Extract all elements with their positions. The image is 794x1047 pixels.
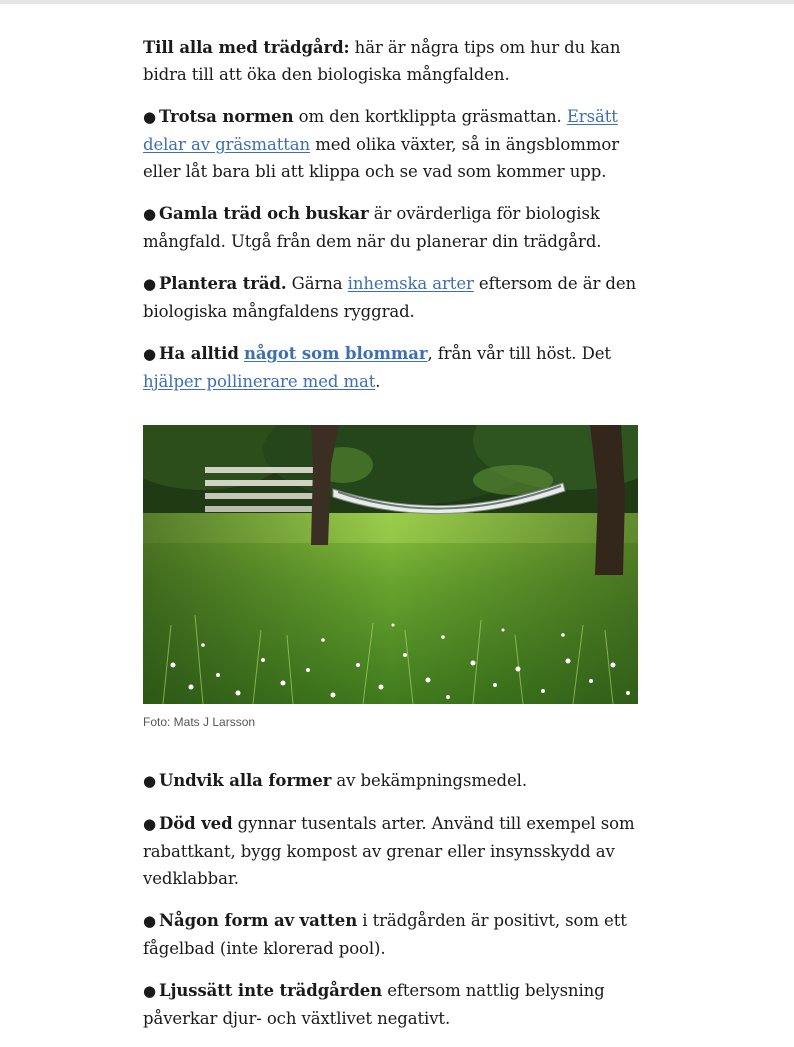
- tip-text: är ovärderliga för biologisk mångfald. Utgå från dem när du planerar din trädgård.: [143, 204, 602, 251]
- tip-text: gynnar tusentals arter. Använd till exempel som rabattkant, bygg kompost av grenar eller insynsskydd av vedklabbar.: [143, 814, 635, 888]
- bullet-icon: ●: [143, 912, 156, 930]
- link-inhemska-arter[interactable]: inhemska arter: [347, 274, 474, 293]
- tip-text: av bekämpningsmedel.: [331, 771, 528, 790]
- tip-dod-ved: [143, 810, 643, 892]
- tip-heading: Död ved: [159, 814, 233, 833]
- tip-text: i trädgården är positivt, som ett fågelbad (inte klorerad pool).: [143, 911, 627, 958]
- bullet-icon: ●: [143, 815, 156, 833]
- tip-text: Gärna: [286, 274, 348, 293]
- tip-heading: Gamla träd och buskar: [159, 204, 369, 223]
- link-hjalper-pollinerare[interactable]: hjälper pollinerare med mat: [143, 372, 376, 391]
- bullet-icon: ●: [143, 345, 156, 363]
- tip-text: , från vår till höst. Det: [427, 344, 611, 363]
- tip-heading: Någon form av vatten: [159, 911, 358, 930]
- bullet-icon: ●: [143, 982, 156, 1000]
- garden-figure: [143, 425, 638, 731]
- tip-ljussatt: [143, 977, 643, 1032]
- tip-plantera-trad: [143, 270, 643, 325]
- tip-undvik: [143, 767, 643, 795]
- bullet-icon: ●: [143, 205, 156, 223]
- garden-photo: [143, 425, 638, 704]
- intro-text: här är några tips om hur du kan bidra till att öka den biologiska mångfalden.: [143, 38, 621, 84]
- tip-heading: Trotsa normen: [159, 107, 294, 126]
- tip-ha-alltid: [143, 340, 643, 395]
- tip-heading: Ljussätt inte trädgården: [159, 981, 383, 1000]
- tip-heading: Ha alltid: [159, 344, 239, 363]
- tip-trotsa-normen: [143, 103, 643, 185]
- tip-text: eftersom de är den biologiska mångfaldens ryggrad.: [143, 274, 637, 321]
- intro-paragraph: [143, 34, 643, 88]
- bullet-icon: ●: [143, 275, 156, 293]
- tip-gamla-trad: [143, 200, 643, 255]
- tip-heading: Plantera träd.: [159, 274, 287, 293]
- bullet-icon: ●: [143, 772, 156, 790]
- tip-text: om den kortklippta gräsmattan.: [293, 107, 567, 126]
- intro-lead: Till alla med trädgård:: [143, 38, 350, 57]
- article-body: [143, 34, 643, 1047]
- tip-vatten: [143, 907, 643, 962]
- tip-text: med olika växter, så in ängsblommor eller låt bara bli att klippa och se vad som kommer upp.: [143, 135, 619, 181]
- tip-text: eftersom nattlig belysning påverkar djur- och växtlivet negativt.: [143, 981, 605, 1028]
- tip-text: .: [375, 372, 381, 391]
- tips-after: [143, 767, 643, 1032]
- photo-caption: Foto: Mats J Larsson: [143, 715, 256, 729]
- top-bar: [0, 0, 794, 4]
- link-nagot-som-blommar[interactable]: något som blommar: [243, 344, 428, 363]
- tip-heading: Undvik alla former: [159, 771, 332, 790]
- bullet-icon: ●: [143, 108, 156, 126]
- link-ersatt-grasmattan[interactable]: Ersätt delar av gräsmattan: [143, 107, 618, 154]
